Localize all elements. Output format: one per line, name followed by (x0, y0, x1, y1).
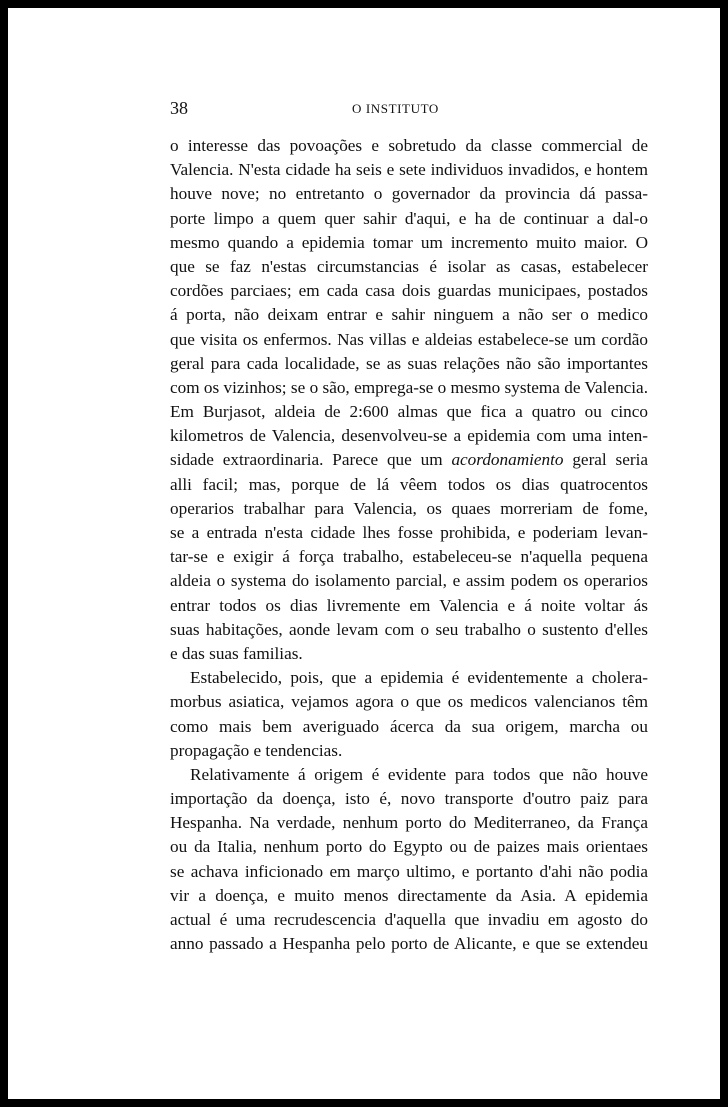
text-line: se a entrada n'esta cidade lhes fosse prohibida, e poderiam levan- (170, 523, 648, 542)
text-line: ou da Italia, nenhum porto do Egypto ou de paizes mais orientaes (170, 837, 648, 857)
text-line: propagação e tendencias. (170, 740, 343, 760)
paragraph-3 (170, 763, 648, 957)
text-line: Hespanha. Na verdade, nenhum porto do Mediterraneo, da França (170, 813, 648, 833)
text-line: tar-se e exigir á força trabalho, estabeleceu-se n'aquella pequena (170, 547, 648, 567)
text-line: operarios trabalhar para Valencia, os quaes morreriam de fome, (170, 498, 648, 518)
text-line: Relativamente á origem é evidente para todos que não houve (190, 764, 648, 784)
running-title: O INSTITUTO (352, 101, 439, 116)
text-line: aldeia o systema do isolamento parcial, e assim podem os operarios (170, 571, 648, 591)
page-header (170, 98, 648, 122)
text-line: Valencia. N'esta cidade ha seis e sete individuos invadidos, e hontem (170, 160, 648, 180)
text-line: morbus asiatica, vejamos agora o que os medicos valencianos têm (170, 692, 648, 712)
text-line: kilometros de Valencia, desenvolveu-se a epidemia com uma inten- (170, 426, 648, 446)
text-line: como mais bem averiguado ácerca da sua origem, marcha ou (170, 716, 648, 736)
text-line: Em Burjasot, aldeia de 2:600 almas que fica a quatro ou cinco (170, 402, 648, 422)
text-line: com os vizinhos; se o são, emprega-se o mesmo systema de Valencia. (170, 377, 648, 397)
text-line: Estabelecido, pois, que a epidemia é evidentemente a cholera- (190, 668, 648, 688)
text-line: cordões parciaes; em cada casa dois guardas municipaes, postados (170, 281, 648, 301)
book-page (8, 8, 720, 1099)
text-line: á porta, não deixam entrar e sahir ninguem a não ser o medico (170, 305, 648, 325)
text-line: importação da doença, isto é, novo transporte d'outro paiz para (170, 789, 648, 809)
text-line: alli facil; mas, porque de lá vêem todos os dias quatrocentos (170, 474, 648, 494)
paragraph-1 (170, 134, 648, 666)
text-line: mesmo quando a epidemia tomar um incremento muito maior. O (170, 232, 648, 252)
text-line: que visita os enfermos. Nas villas e aldeias estabelece-se um cordão (170, 329, 648, 349)
page-number: 38 (170, 98, 188, 118)
text-line: anno passado a Hespanha pelo porto de Alicante, e que se extendeu (170, 934, 648, 954)
text-line: que se faz n'estas circumstancias é isolar as casas, estabelecer (170, 256, 648, 276)
text-line: sidade extraordinaria. Parece que um acordonamiento geral seria (170, 450, 648, 470)
body-text (170, 134, 648, 956)
text-line: e das suas familias. (170, 643, 303, 663)
text-line: actual é uma recrudescencia d'aquella que invadiu em agosto do (170, 910, 648, 929)
text-line: entrar todos os dias livremente em Valencia e á noite voltar ás (170, 595, 648, 615)
paragraph-2 (170, 666, 648, 763)
text-line: houve nove; no entretanto o governador da provincia dá passa- (170, 184, 648, 204)
text-line: o interesse das povoações e sobretudo da classe commercial de (170, 136, 648, 155)
italic-term: acordonamiento (451, 450, 564, 470)
text-line: suas habitações, aonde levam com o seu trabalho o sustento d'elles (170, 619, 648, 639)
text-line: geral para cada localidade, se as suas relações não são importantes (170, 353, 648, 373)
text-line: vir a doença, e muito menos directamente da Asia. A epidemia (170, 885, 648, 905)
text-line: se achava inficionado em março ultimo, e portanto d'ahi não podia (170, 861, 648, 881)
text-line: porte limpo a quem quer sahir d'aqui, e ha de continuar a dal-o (170, 208, 648, 228)
